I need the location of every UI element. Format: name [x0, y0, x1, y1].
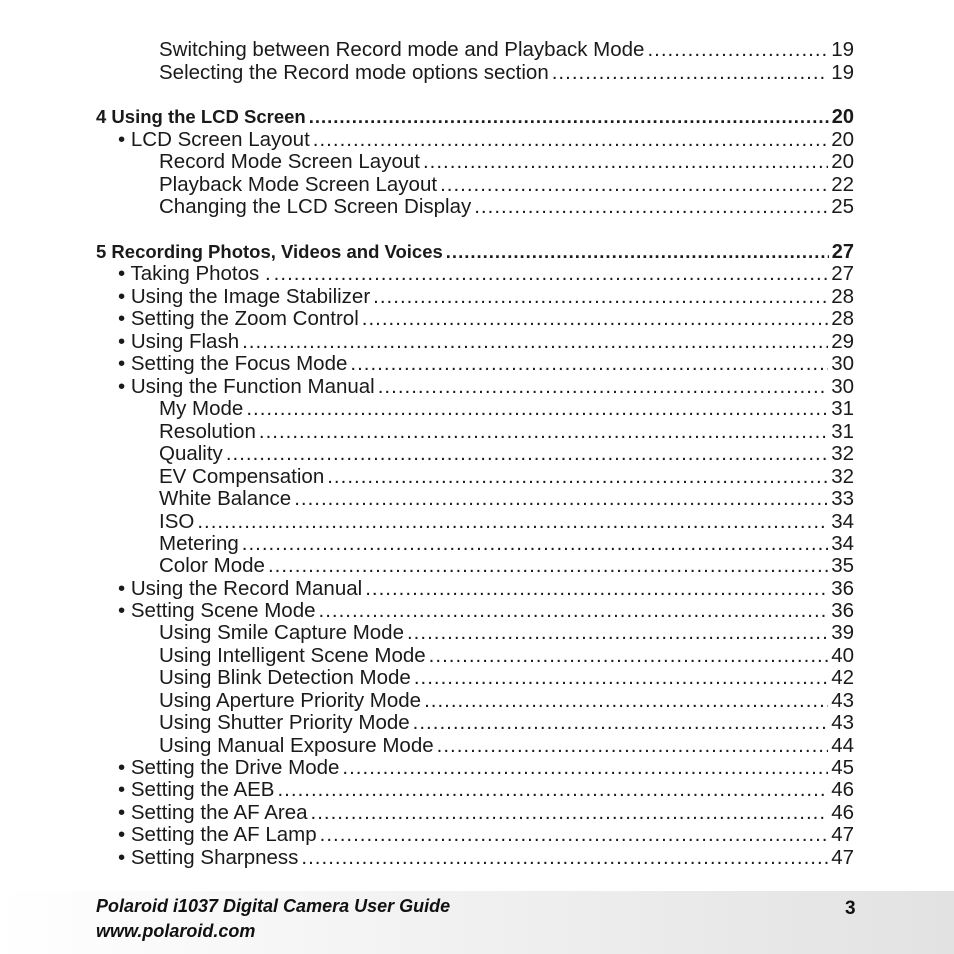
toc-entry[interactable]: [118, 128, 854, 152]
toc-leader-dots: [309, 105, 829, 129]
toc-entry-title: Using Manual Exposure Mode: [159, 734, 434, 757]
toc-page-number: 44: [831, 734, 854, 757]
toc-entry-title: • Using Flash: [118, 330, 240, 353]
toc-entry-title: 5 Recording Photos, Videos and Voices: [96, 241, 443, 262]
toc-leader-dots: [311, 801, 829, 825]
toc-entry-title: • LCD Screen Layout: [118, 128, 310, 151]
toc-entry-title: • Using the Record Manual: [118, 577, 363, 600]
toc-leader-dots: [226, 442, 828, 466]
toc-page-number: 31: [831, 397, 854, 420]
toc-entry-title: Metering: [159, 532, 239, 555]
toc-page-number: 27: [831, 262, 854, 285]
toc-page-number: 30: [831, 352, 854, 375]
toc-entry[interactable]: [118, 375, 854, 399]
footer-website-link[interactable]: www.polaroid.com: [96, 921, 256, 941]
toc-entry-title: Resolution: [159, 420, 256, 443]
toc-leader-dots: [242, 532, 828, 556]
toc-entry[interactable]: [159, 195, 854, 219]
toc-entry-title: • Using the Image Stabilizer: [118, 285, 371, 308]
toc-page-number: 30: [831, 375, 854, 398]
toc-page-number: 29: [831, 330, 854, 353]
toc-page-number: 22: [831, 173, 854, 196]
toc-entry[interactable]: [118, 262, 854, 286]
toc-page-number: 32: [831, 465, 854, 488]
toc-leader-dots: [373, 285, 828, 309]
toc-entry[interactable]: [118, 577, 854, 601]
toc-chapter-entry[interactable]: [96, 240, 854, 264]
toc-entry[interactable]: [118, 756, 854, 780]
toc-entry-title: • Setting the AEB: [118, 778, 275, 801]
toc-leader-dots: [327, 465, 828, 489]
toc-entry-title: • Setting Scene Mode: [118, 599, 316, 622]
toc-entry-title: • Setting the AF Area: [118, 801, 308, 824]
toc-entry[interactable]: [159, 532, 854, 556]
toc-entry-title: Using Shutter Priority Mode: [159, 711, 410, 734]
toc-page-number: 34: [831, 532, 854, 555]
toc-page-number: 36: [831, 577, 854, 600]
toc-leader-dots: [274, 262, 829, 286]
toc-page-number: 47: [831, 846, 854, 869]
toc-leader-dots: [277, 778, 828, 802]
toc-entry[interactable]: [159, 666, 854, 690]
toc-entry[interactable]: [118, 285, 854, 309]
toc-entry-title: • Setting the Focus Mode: [118, 352, 348, 375]
toc-page-number: 20: [831, 128, 854, 151]
toc-page-number: 43: [831, 711, 854, 734]
toc-entry-title: Using Aperture Priority Mode: [159, 689, 422, 712]
toc-page-number: 42: [831, 666, 854, 689]
toc-leader-dots: [242, 330, 828, 354]
toc-leader-dots: [301, 846, 828, 870]
toc-page-number: 40: [831, 644, 854, 667]
toc-leader-dots: [407, 621, 828, 645]
toc-entry-title: Using Intelligent Scene Mode: [159, 644, 426, 667]
toc-entry[interactable]: [159, 397, 854, 421]
toc-leader-dots: [437, 734, 829, 758]
toc-page-number: 36: [831, 599, 854, 622]
toc-leader-dots: [246, 397, 828, 421]
toc-entry[interactable]: [159, 644, 854, 668]
toc-entry-title: ISO: [159, 510, 195, 533]
toc-entry-title: • Setting the Zoom Control: [118, 307, 359, 330]
toc-entry[interactable]: [159, 61, 854, 85]
toc-page-number: 33: [831, 487, 854, 510]
toc-entry[interactable]: [159, 420, 854, 444]
toc-leader-dots: [424, 689, 828, 713]
toc-leader-dots: [474, 195, 828, 219]
toc-leader-dots: [350, 352, 828, 376]
toc-leader-dots: [362, 307, 828, 331]
toc-entry[interactable]: [118, 330, 854, 354]
toc-leader-dots: [319, 599, 829, 623]
toc-entry[interactable]: [159, 173, 854, 197]
toc-entry[interactable]: [159, 150, 854, 174]
toc-leader-dots: [313, 128, 828, 152]
toc-entry-title: Playback Mode Screen Layout: [159, 173, 438, 196]
toc-page-number: 19: [831, 61, 854, 84]
toc-entry-title: • Taking Photos .: [118, 262, 271, 285]
toc-leader-dots: [294, 487, 828, 511]
toc-entry[interactable]: [118, 778, 854, 802]
toc-entry[interactable]: [159, 711, 854, 735]
toc-entry[interactable]: [159, 554, 854, 578]
toc-entry[interactable]: [159, 38, 854, 62]
toc-entry-title: • Setting the Drive Mode: [118, 756, 340, 779]
toc-chapter-entry[interactable]: [96, 105, 854, 129]
toc-leader-dots: [259, 420, 828, 444]
toc-entry[interactable]: [118, 801, 854, 825]
toc-entry[interactable]: [159, 689, 854, 713]
toc-page-number: 47: [831, 823, 854, 846]
toc-page-number: 20: [831, 150, 854, 173]
toc-entry-title: EV Compensation: [159, 465, 325, 488]
toc-entry[interactable]: [159, 510, 854, 534]
toc-entry-title: 4 Using the LCD Screen: [96, 106, 306, 127]
toc-leader-dots: [342, 756, 828, 780]
toc-entry-title: Switching between Record mode and Playback Mode: [159, 38, 645, 61]
toc-entry[interactable]: [159, 442, 854, 466]
toc-page-number: 27: [831, 241, 854, 263]
toc-page-number: 20: [831, 106, 854, 128]
toc-leader-dots: [446, 240, 829, 264]
toc-leader-dots: [440, 173, 828, 197]
toc-page-number: 34: [831, 510, 854, 533]
footer-guide-title: Polaroid i1037 Digital Camera User Guide: [96, 896, 451, 916]
toc-entry-title: Color Mode: [159, 554, 265, 577]
toc-entry-title: Changing the LCD Screen Display: [159, 195, 472, 218]
toc-entry-title: My Mode: [159, 397, 244, 420]
toc-leader-dots: [414, 666, 828, 690]
toc-entry[interactable]: [159, 487, 854, 511]
toc-entry-title: Selecting the Record mode options section: [159, 61, 549, 84]
toc-entry-title: White Balance: [159, 487, 292, 510]
toc-entry-title: • Setting Sharpness: [118, 846, 299, 869]
toc-entry-title: Record Mode Screen Layout: [159, 150, 420, 173]
toc-entry[interactable]: [118, 599, 854, 623]
toc-leader-dots: [197, 510, 828, 534]
toc-leader-dots: [268, 554, 828, 578]
toc-page-number: 45: [831, 756, 854, 779]
toc-page-number: 46: [831, 778, 854, 801]
toc-page-number: 39: [831, 621, 854, 644]
toc-leader-dots: [429, 644, 829, 668]
toc-leader-dots: [413, 711, 829, 735]
toc-page-number: 32: [831, 442, 854, 465]
toc-entry-title: Using Blink Detection Mode: [159, 666, 411, 689]
toc-entry[interactable]: [118, 823, 854, 847]
toc-page-number: 28: [831, 307, 854, 330]
toc-entry[interactable]: [159, 621, 854, 645]
toc-page-number: 35: [831, 554, 854, 577]
footer-page-number: 3: [845, 898, 856, 919]
toc-leader-dots: [378, 375, 828, 399]
toc-page-number: 25: [831, 195, 854, 218]
toc-leader-dots: [647, 38, 828, 62]
toc-leader-dots: [320, 823, 829, 847]
toc-entry-title: Quality: [159, 442, 223, 465]
toc-page-number: 46: [831, 801, 854, 824]
toc-entry[interactable]: [118, 846, 854, 870]
toc-leader-dots: [365, 577, 828, 601]
toc-entry[interactable]: [159, 734, 854, 758]
toc-entry-title: • Using the Function Manual: [118, 375, 375, 398]
toc-page-number: 28: [831, 285, 854, 308]
toc-entry[interactable]: [118, 307, 854, 331]
toc-entry-title: • Setting the AF Lamp: [118, 823, 317, 846]
toc-entry-title: Using Smile Capture Mode: [159, 621, 404, 644]
toc-page-number: 43: [831, 689, 854, 712]
toc-leader-dots: [423, 150, 828, 174]
toc-entry[interactable]: [159, 465, 854, 489]
toc-page-number: 31: [831, 420, 854, 443]
toc-leader-dots: [552, 61, 828, 85]
toc-entry[interactable]: [118, 352, 854, 376]
toc-page-number: 19: [831, 38, 854, 61]
